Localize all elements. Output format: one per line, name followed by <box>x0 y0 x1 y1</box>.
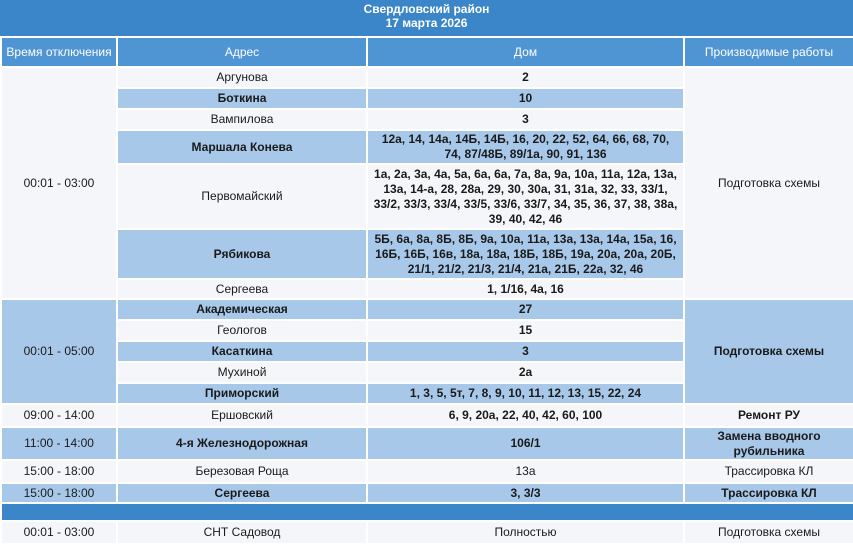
work-type: Трассировка КЛ <box>684 483 853 503</box>
street-name: Боткина <box>117 88 367 109</box>
street-name: Касаткина <box>117 341 367 362</box>
outage-time: 11:00 - 14:00 <box>1 427 117 460</box>
col-header-house: Дом <box>367 37 684 67</box>
outage-time: 00:01 - 03:00 <box>1 521 117 544</box>
street-name: Геологов <box>117 320 367 341</box>
table-row <box>1 299 853 320</box>
outage-table <box>0 36 853 545</box>
outage-time: 09:00 - 14:00 <box>1 404 117 427</box>
street-name: Рябикова <box>117 229 367 279</box>
work-type: Подготовка схемы <box>684 299 853 404</box>
table-row <box>1 483 853 503</box>
work-type: Замена вводного рубильника <box>684 427 853 460</box>
report-date: 17 марта 2026 <box>385 16 468 30</box>
district-banner <box>0 0 853 36</box>
table-row <box>1 67 853 88</box>
house-numbers: 1а, 2а, 3а, 4а, 5а, 6а, 6а, 7а, 8а, 9а, 10а, 11а, 12а, 13а, 13а, 14-а, 28, 28а, 29, 30, 30а, 31, 31а, 32, 33, 33/1, 33/2, 33/3, 33/4, 33/5, 33/6, 33/7, 34, 35, 36, 37, 38, 38а, 39, 40, 42, 46 <box>367 164 684 229</box>
street-name: Сергеева <box>117 279 367 299</box>
street-name: Маршала Конева <box>117 130 367 164</box>
separator-row <box>1 503 853 521</box>
street-name: СНТ Садовод <box>117 521 367 544</box>
house-numbers: 1, 1/16, 4а, 16 <box>367 279 684 299</box>
street-name: Мухиной <box>117 362 367 383</box>
house-numbers: 10 <box>367 88 684 109</box>
outage-time: 15:00 - 18:00 <box>1 483 117 503</box>
table-header-row <box>1 37 853 67</box>
street-name: Вампилова <box>117 109 367 130</box>
col-header-time: Время отключения <box>1 37 117 67</box>
outage-time: 00:01 - 03:00 <box>1 67 117 299</box>
street-name: Первомайский <box>117 164 367 229</box>
street-name: Сергеева <box>117 483 367 503</box>
house-numbers: 3 <box>367 341 684 362</box>
house-numbers: 27 <box>367 299 684 320</box>
work-type: Ремонт РУ <box>684 404 853 427</box>
house-numbers: Полностью <box>367 521 684 544</box>
house-numbers: 3, 3/3 <box>367 483 684 503</box>
col-header-work: Производимые работы <box>684 37 853 67</box>
work-type: Трассировка КЛ <box>684 460 853 483</box>
work-type: Подготовка схемы <box>684 521 853 544</box>
table-row <box>1 521 853 544</box>
house-numbers: 13а <box>367 460 684 483</box>
col-header-address: Адрес <box>117 37 367 67</box>
house-numbers: 12а, 14, 14а, 14Б, 14Б, 16, 20, 22, 52, 64, 66, 68, 70, 74, 87/48Б, 89/1а, 90, 91, 136 <box>367 130 684 164</box>
street-name: Ершовский <box>117 404 367 427</box>
house-numbers: 15 <box>367 320 684 341</box>
street-name: Академическая <box>117 299 367 320</box>
district-title: Свердловский район <box>363 2 490 16</box>
house-numbers: 3 <box>367 109 684 130</box>
table-row <box>1 460 853 483</box>
house-numbers: 6, 9, 20а, 22, 40, 42, 60, 100 <box>367 404 684 427</box>
house-numbers: 2 <box>367 67 684 88</box>
table-row <box>1 404 853 427</box>
house-numbers: 5Б, 6а, 8а, 8Б, 8Б, 9а, 10а, 11а, 13а, 13а, 14а, 15а, 16, 16Б, 16Б, 16в, 18а, 18а, 18Б, 18Б, 19а, 20а, 20а, 20Б, 21/1, 21/2, 21/3, 21/4, 21а, 21Б, 22а, 32, 46 <box>367 229 684 279</box>
work-type: Подготовка схемы <box>684 67 853 299</box>
street-name: Приморский <box>117 383 367 404</box>
section-divider <box>1 503 853 521</box>
outage-time: 00:01 - 05:00 <box>1 299 117 404</box>
street-name: 4-я Железнодорожная <box>117 427 367 460</box>
house-numbers: 1, 3, 5, 5т, 7, 8, 9, 10, 11, 12, 13, 15, 22, 24 <box>367 383 684 404</box>
outage-time: 15:00 - 18:00 <box>1 460 117 483</box>
house-numbers: 2а <box>367 362 684 383</box>
street-name: Аргунова <box>117 67 367 88</box>
street-name: Березовая Роща <box>117 460 367 483</box>
house-numbers: 106/1 <box>367 427 684 460</box>
table-row <box>1 427 853 460</box>
